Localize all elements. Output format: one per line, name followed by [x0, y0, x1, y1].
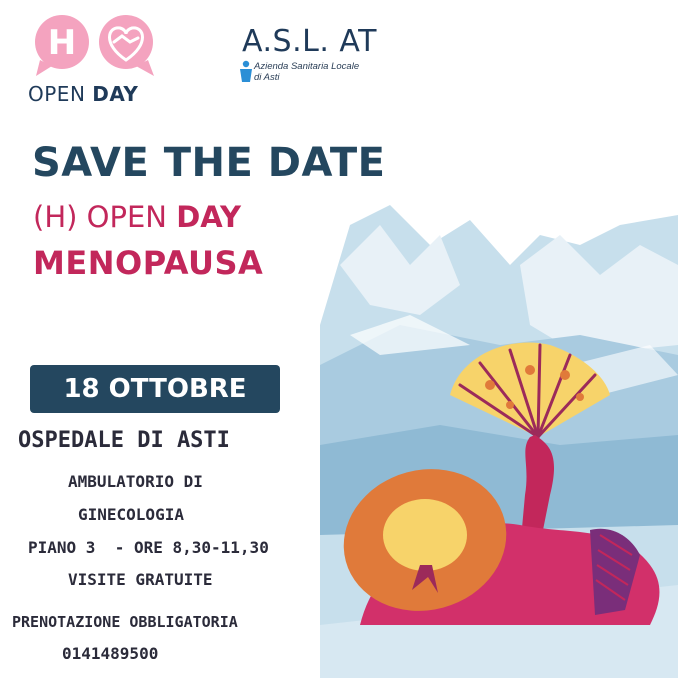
booking-phone[interactable]: 0141489500	[62, 644, 159, 663]
h-speech-bubble-icon	[35, 15, 89, 76]
subtitle	[33, 200, 241, 234]
subtitle-bold: DAY	[176, 200, 241, 234]
date-badge: 18 OTTOBRE	[30, 365, 280, 413]
asl-subtitle-line2: di Asti	[254, 72, 280, 83]
booking-label: PRENOTAZIONE OBBLIGATORIA	[12, 613, 238, 631]
detail-line-3: PIANO 3 - ORE 8,30-11,30	[28, 538, 269, 557]
hospital-name: OSPEDALE DI ASTI	[18, 428, 230, 453]
open-day-caption	[28, 82, 138, 106]
handshake-heart-icon	[99, 15, 154, 76]
logo-letter: H	[47, 23, 77, 63]
asl-subtitle-line1: Azienda Sanitaria Locale	[254, 61, 360, 72]
detail-line-1: AMBULATORIO DI	[68, 472, 203, 491]
subtitle-menopausa: MENOPAUSA	[33, 244, 264, 282]
caption-regular: OPEN	[28, 82, 93, 106]
detail-line-4: VISITE GRATUITE	[68, 570, 213, 589]
asl-subtitle	[254, 61, 359, 83]
woman-with-hat-and-fan-lying-icon	[320, 205, 678, 678]
subtitle-regular: (H) OPEN	[33, 200, 177, 234]
asl-mark-icon	[239, 60, 253, 84]
caption-bold: DAY	[92, 82, 139, 106]
detail-line-2: GINECOLOGIA	[78, 505, 184, 524]
asl-title: A.S.L. AT	[242, 24, 377, 59]
headline: SAVE THE DATE	[32, 140, 386, 186]
